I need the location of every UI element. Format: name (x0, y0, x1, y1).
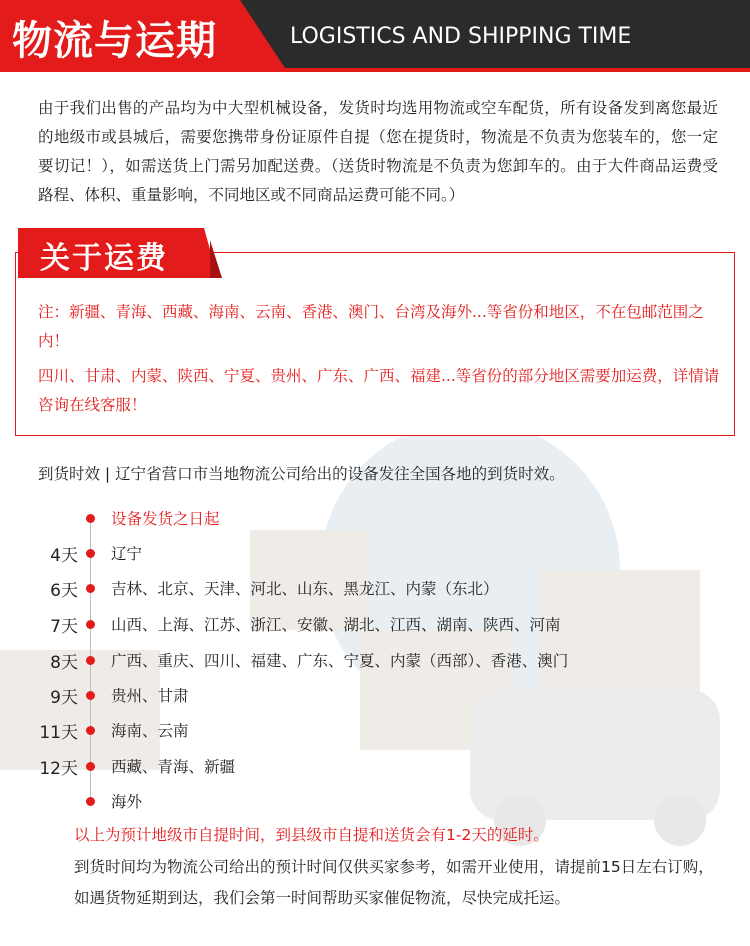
timeline-dot (86, 549, 95, 558)
timeline-text: 广西、重庆、四川、福建、广东、宁夏、内蒙（西部）、香港、澳门 (111, 652, 569, 670)
timeline-text: 海外 (111, 793, 143, 811)
timeline-dot (86, 656, 95, 665)
timeline-dot (86, 620, 95, 629)
timeline-dot (86, 726, 95, 735)
intro-paragraph: 由于我们出售的产品均为中大型机械设备，发货时均选用物流或空车配货，所有设备发到离您最近的地级市或县城后，需要您携带身份证原件自提（您在提货时，物流是不负责为您装车的，您一定要切记！），如需送货上门需另加配送费。（送货时物流是不负责为您卸车的。由于大件商品运费受路程、体积、重量影响，不同地区或不同商品运费可能不同。） (38, 99, 718, 204)
timeline-row (0, 714, 750, 744)
timeline-days: 6天 (50, 581, 78, 601)
timeline-row (0, 750, 750, 780)
header-subtitle: LOGISTICS AND SHIPPING TIME (290, 24, 632, 49)
freight-title: 关于运费 (40, 241, 168, 276)
timeline-dot (86, 691, 95, 700)
header-title: 物流与运期 (12, 18, 217, 64)
timeline-row-start (0, 502, 750, 532)
header-banner (0, 0, 750, 68)
timeline-dot (86, 514, 95, 523)
freight-note-excluded: 注：新疆、青海、西藏、海南、云南、香港、澳门、台湾及海外...等省份和地区，不在包邮范围之内！ (38, 303, 704, 350)
timeline-text: 吉林、北京、天津、河北、山东、黑龙江、内蒙（东北） (111, 580, 499, 598)
timeline-row (0, 785, 750, 815)
timeline-dot (86, 584, 95, 593)
timeline-days: 8天 (50, 653, 78, 673)
timeline-row (0, 644, 750, 674)
pickup-delay-note: 以上为预计地级市自提时间，到县级市自提和送货会有1-2天的延时。 (74, 826, 549, 844)
timeline-row (0, 679, 750, 709)
timeline-text: 设备发货之日起 (111, 510, 220, 528)
timeline-row (0, 608, 750, 638)
arrival-disclaimer: 到货时间均为物流公司给出的预计时间仅供买家参考，如需开业使用，请提前15日左右订购，如遇货物延期到达，我们会第一时间帮助买家催促物流，尽快完成托运。 (74, 858, 714, 907)
header-underline (0, 68, 750, 72)
arrival-intro: 到货时效 | 辽宁省营口市当地物流公司给出的设备发往全国各地的到货时效。 (38, 465, 565, 483)
timeline-text: 贵州、甘肃 (111, 687, 189, 705)
timeline-text: 山西、上海、江苏、浙江、安徽、湖北、江西、湖南、陕西、河南 (111, 616, 561, 634)
timeline-days: 9天 (50, 688, 78, 708)
timeline-text: 西藏、青海、新疆 (111, 758, 236, 776)
timeline-dot (86, 797, 95, 806)
timeline-days: 12天 (39, 759, 78, 779)
freight-note-surcharge: 四川、甘肃、内蒙、陕西、宁夏、贵州、广东、广西、福建...等省份的部分地区需要加运费，详情请咨询在线客服！ (38, 367, 720, 414)
timeline-days: 7天 (50, 617, 78, 637)
timeline-row (0, 572, 750, 602)
timeline-days: 4天 (50, 546, 78, 566)
timeline-text: 辽宁 (111, 545, 143, 563)
timeline-text: 海南、云南 (111, 722, 189, 740)
timeline-dot (86, 762, 95, 771)
timeline-days: 11天 (39, 723, 78, 743)
timeline-row (0, 537, 750, 567)
